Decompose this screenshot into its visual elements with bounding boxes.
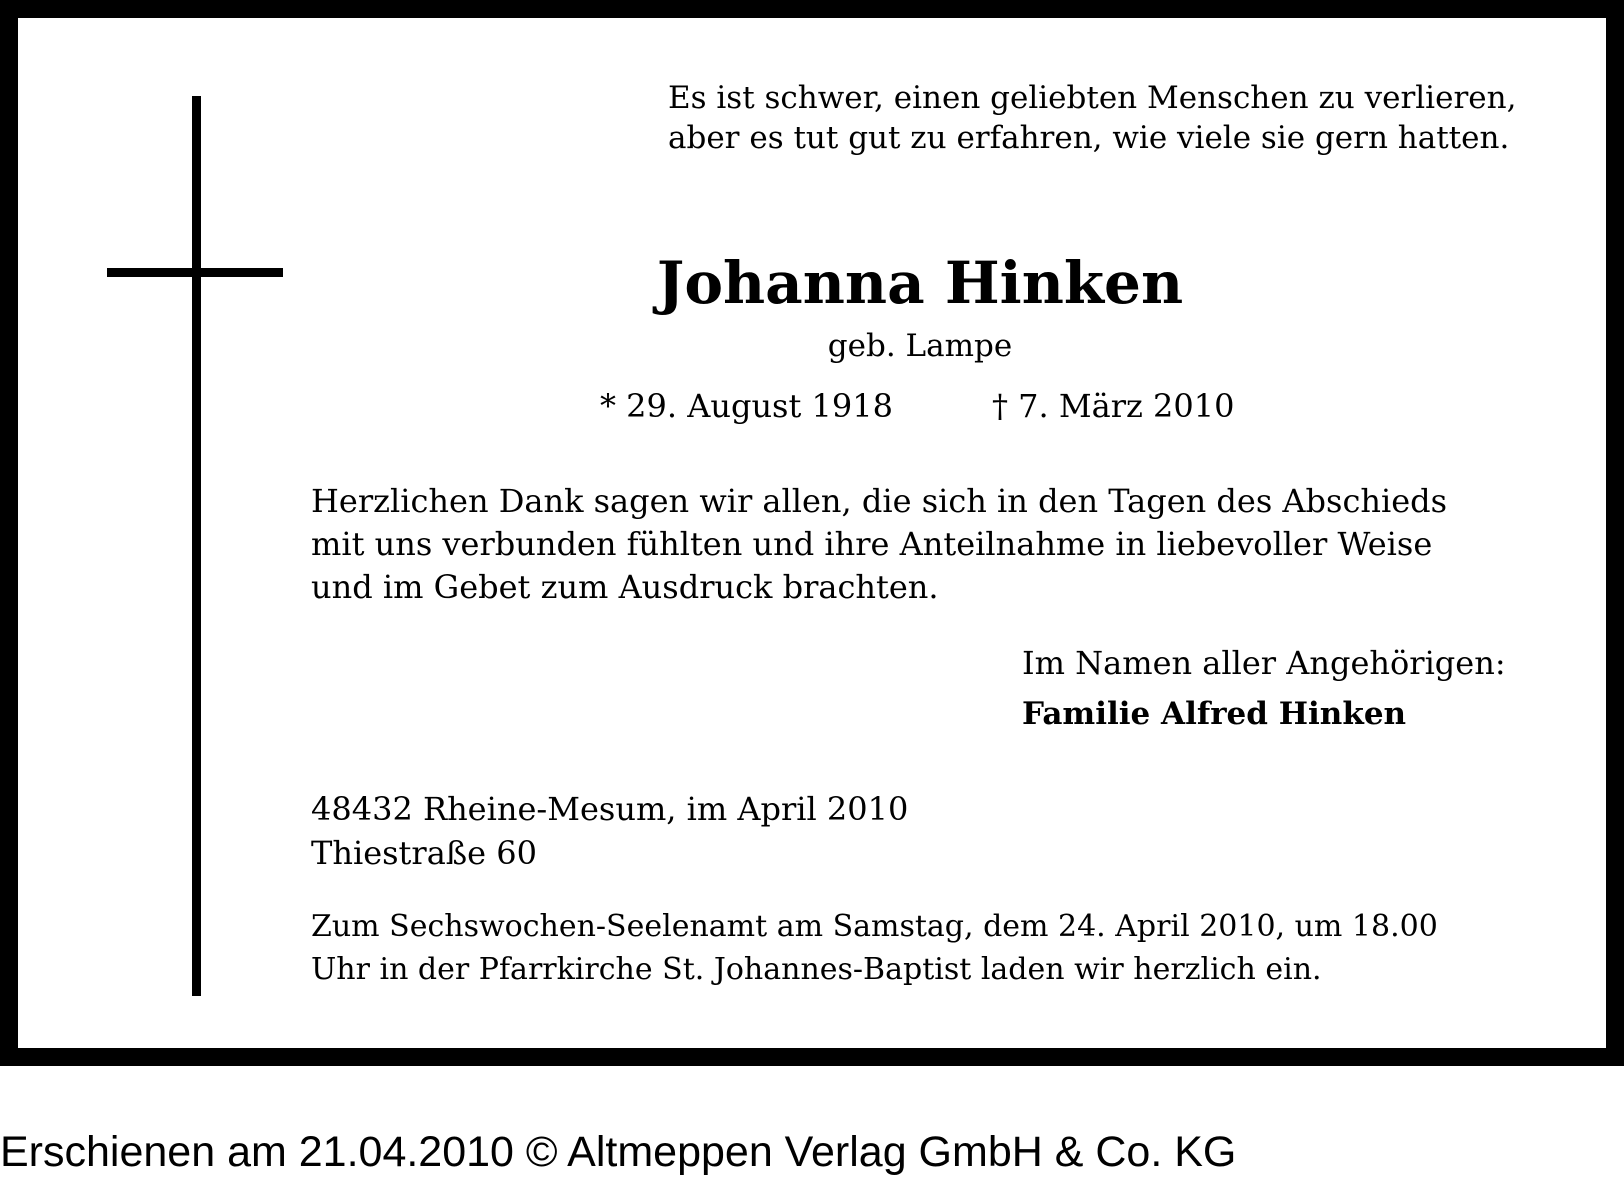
service-line: Zum Sechswochen-Seelenamt am Samstag, dem 24. April 2010, um 18.00 — [311, 909, 1438, 944]
thanks-line: Herzlichen Dank sagen wir allen, die sich in den Tagen des Abschieds — [311, 482, 1448, 520]
address-line: 48432 Rheine-Mesum, im April 2010 — [311, 790, 909, 828]
motto-line: Es ist schwer, einen geliebten Menschen zu verlieren, — [668, 80, 1517, 116]
service-announcement — [311, 905, 1438, 991]
deceased-name: Johanna Hinken — [656, 249, 1184, 317]
thanks-line: mit uns verbunden fühlten und ihre Anteilnahme in liebevoller Weise — [311, 525, 1433, 563]
thanks-line: und im Gebet zum Ausdruck brachten. — [311, 568, 939, 606]
motto-quote — [668, 78, 1516, 158]
birth-date: * 29. August 1918 — [600, 387, 893, 425]
publication-footer: Erschienen am 21.04.2010 © Altmeppen Verlag GmbH & Co. KG — [0, 1128, 1237, 1176]
cross-vertical-bar — [192, 96, 201, 996]
signature-family: Familie Alfred Hinken — [1022, 696, 1407, 732]
service-line: Uhr in der Pfarrkirche St. Johannes-Baptist laden wir herzlich ein. — [311, 952, 1322, 987]
death-date: † 7. März 2010 — [992, 387, 1235, 425]
address-line: Thiestraße 60 — [311, 834, 537, 872]
birth-name: geb. Lampe — [827, 328, 1013, 364]
signature-intro: Im Namen aller Angehörigen: — [1022, 644, 1506, 682]
address-block — [311, 787, 908, 875]
cross-horizontal-bar — [107, 268, 283, 277]
motto-line: aber es tut gut zu erfahren, wie viele sie gern hatten. — [668, 120, 1510, 156]
thanks-paragraph — [311, 480, 1447, 609]
